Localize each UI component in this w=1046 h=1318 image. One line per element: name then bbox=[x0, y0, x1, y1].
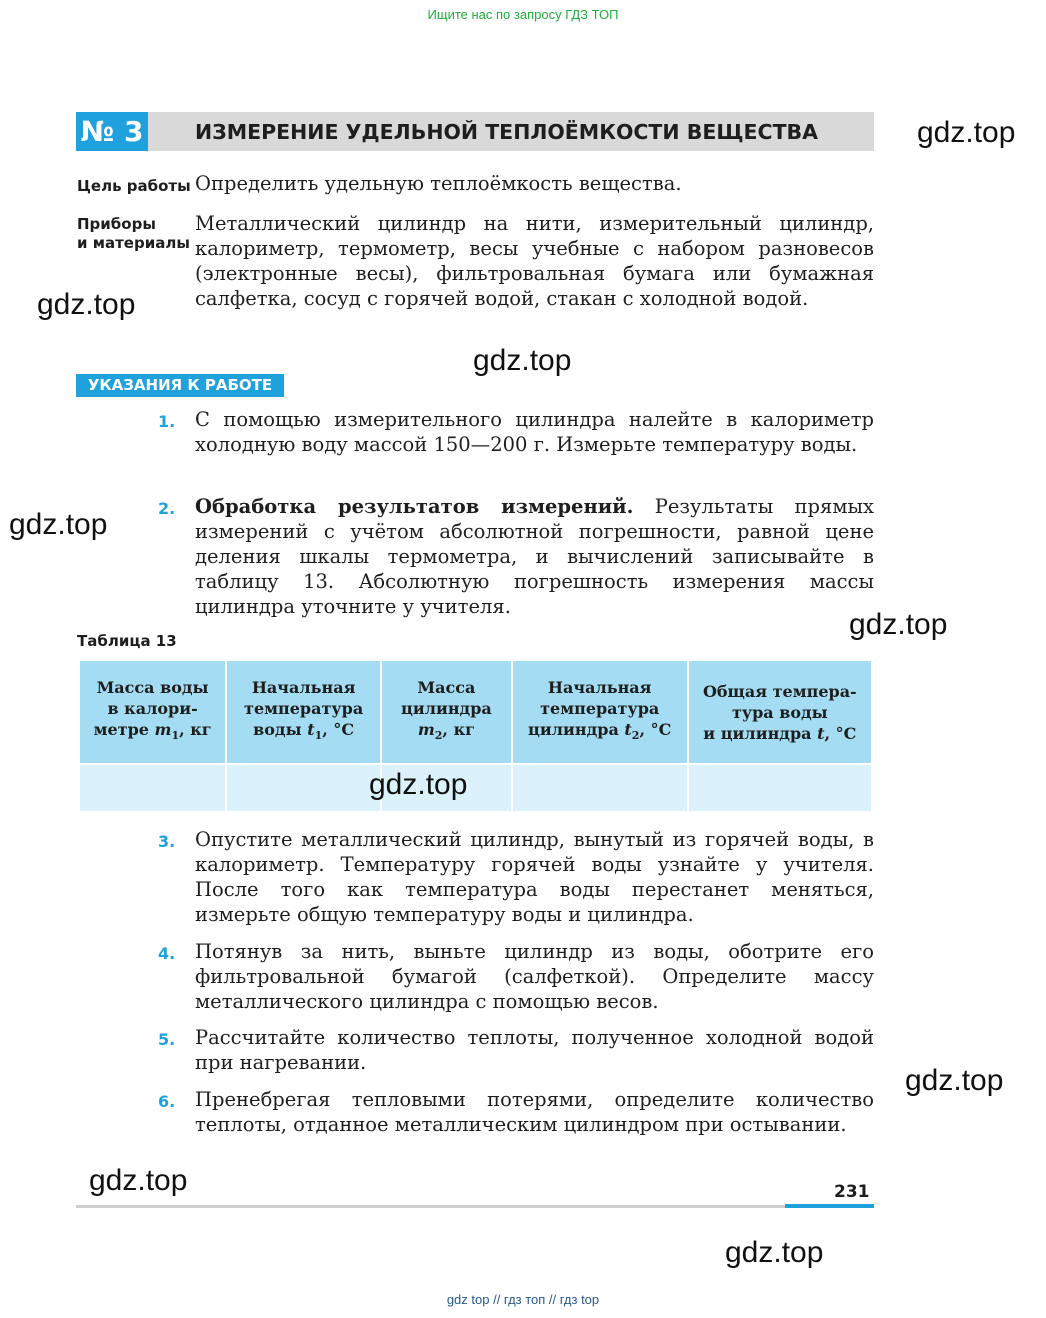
lab-number-badge: № 3 bbox=[76, 112, 148, 151]
step-2-text bbox=[195, 494, 874, 619]
header-subscript: 1 bbox=[171, 729, 180, 743]
header-subscript: 2 bbox=[434, 729, 443, 743]
header-line: температура bbox=[244, 699, 364, 719]
equipment-text: Металлический цилиндр на нити, измерительный цилиндр, калориметр, термометр, весы учебные с набором разновесов (электронные весы), фильтровальная бумага или бумажная салфетка, сосуд с горячей водой, стакан с холодной водой. bbox=[195, 212, 874, 310]
header-unit: , °C bbox=[322, 720, 355, 740]
step-3-text: Опустите металлический цилиндр, вынутый из горячей воды, в калориметр. Температуру горячей воды узнайте у учителя. После того как температура воды перестанет меняться, измерьте общую температуру воды и цилиндра. bbox=[195, 828, 874, 926]
equipment-label-line1: Приборы bbox=[77, 215, 156, 233]
data-table bbox=[78, 661, 873, 811]
watermark: gdz.top bbox=[369, 768, 468, 801]
header-line: Общая темпера- bbox=[702, 681, 857, 701]
equipment-label-line2: и материалы bbox=[77, 234, 190, 252]
step-4-text: Потянув за нить, выньте цилиндр из воды, оботрите его фильтровальной бумагой (салфеткой). Определите массу металлического цилиндра с помощью весов. bbox=[195, 940, 874, 1013]
header-variable: t bbox=[817, 723, 825, 743]
goal-label: Цель работы bbox=[77, 177, 191, 195]
step-2-number: 2. bbox=[158, 499, 176, 518]
header-line: Начальная bbox=[547, 678, 652, 698]
header-line: цилиндра bbox=[401, 699, 492, 719]
footer-rule bbox=[76, 1205, 874, 1208]
header-variable: t bbox=[307, 720, 315, 740]
table-header-cell bbox=[382, 661, 511, 763]
watermark: gdz.top bbox=[473, 344, 572, 377]
step-2-body: Результаты прямых измерений с учётом абсолютной погрешности, равной цене деления шкалы термометра, и вычислений записывайте в таблицу 13. Абсолютную погрешность измерения массы цилиндра уточните у учителя. bbox=[195, 495, 875, 618]
table-header-row bbox=[80, 661, 871, 763]
step-2-bold: Обработка результатов измерений. bbox=[195, 495, 634, 518]
header-variable: m bbox=[417, 720, 435, 740]
header-line: метре bbox=[93, 720, 155, 740]
header-unit: , кг bbox=[442, 720, 475, 740]
watermark: gdz.top bbox=[89, 1164, 188, 1197]
footer-accent-rule bbox=[785, 1204, 874, 1208]
table-header-cell bbox=[80, 661, 225, 763]
header-subscript: 1 bbox=[314, 729, 323, 743]
step-6-number: 6. bbox=[158, 1092, 176, 1111]
table-cell-empty bbox=[513, 763, 687, 811]
header-line: воды bbox=[253, 720, 308, 740]
header-variable: m bbox=[154, 720, 172, 740]
table-header-cell bbox=[227, 661, 380, 763]
header-line: и цилиндра bbox=[703, 723, 818, 743]
instructions-badge: УКАЗАНИЯ К РАБОТЕ bbox=[76, 374, 284, 397]
header-line: цилиндра bbox=[528, 720, 625, 740]
header-line: Начальная bbox=[251, 678, 356, 698]
step-5-number: 5. bbox=[158, 1030, 176, 1049]
bottom-links[interactable]: gdz top // гдз топ // гдз top bbox=[446, 1292, 600, 1307]
table-header-cell bbox=[513, 661, 687, 763]
header-unit: , °C bbox=[824, 723, 857, 743]
top-banner: Ищите нас по запросу ГДЗ ТОП bbox=[427, 7, 619, 22]
header-unit: , °C bbox=[639, 720, 672, 740]
table-row bbox=[80, 763, 871, 811]
step-1-text: С помощью измерительного цилиндра налейте в калориметр холодную воду массой 150—200 г. Измерьте температуру воды. bbox=[195, 408, 874, 456]
step-3-number: 3. bbox=[158, 832, 176, 851]
step-1-number: 1. bbox=[158, 412, 176, 431]
watermark: gdz.top bbox=[37, 288, 136, 321]
header-unit: , кг bbox=[179, 720, 212, 740]
watermark: gdz.top bbox=[9, 508, 108, 541]
equipment-label bbox=[77, 215, 190, 253]
watermark: gdz.top bbox=[725, 1236, 824, 1269]
step-5-text: Рассчитайте количество теплоты, полученное холодной водой при нагревании. bbox=[195, 1026, 874, 1074]
header-line: в калори- bbox=[107, 699, 198, 719]
page-number: 231 bbox=[834, 1182, 870, 1202]
header-line: Масса bbox=[417, 678, 476, 698]
goal-text: Определить удельную теплоёмкость вещества. bbox=[195, 172, 682, 195]
step-6-text: Пренебрегая тепловыми потерями, определите количество теплоты, отданное металлическим цилиндром при остывании. bbox=[195, 1088, 874, 1136]
table-cell-empty bbox=[80, 763, 225, 811]
lab-title: ИЗМЕРЕНИЕ УДЕЛЬНОЙ ТЕПЛОЁМКОСТИ ВЕЩЕСТВА bbox=[195, 120, 819, 144]
table-caption: Таблица 13 bbox=[77, 632, 177, 650]
header-variable: t bbox=[624, 720, 632, 740]
header-line: температура bbox=[540, 699, 660, 719]
watermark: gdz.top bbox=[905, 1064, 1004, 1097]
header-subscript: 2 bbox=[631, 729, 640, 743]
table-cell-empty bbox=[227, 763, 380, 811]
header-line: Масса воды bbox=[96, 678, 209, 698]
header-line: тура воды bbox=[731, 702, 828, 722]
table-header-cell bbox=[689, 661, 871, 763]
watermark: gdz.top bbox=[917, 116, 1016, 149]
step-4-number: 4. bbox=[158, 944, 176, 963]
table-cell-empty bbox=[689, 763, 871, 811]
watermark: gdz.top bbox=[849, 608, 948, 641]
